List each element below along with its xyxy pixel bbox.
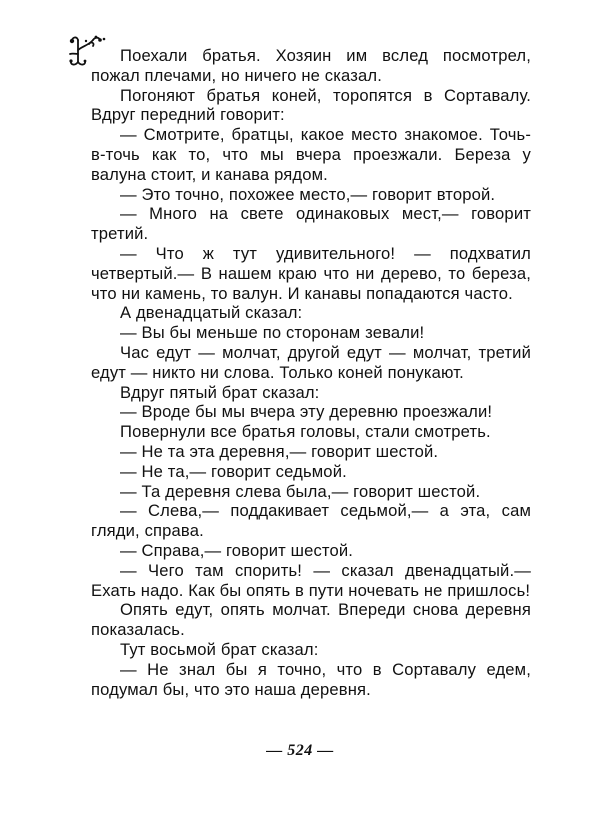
paragraph: — Это точно, похожее место,— говорит второй. — [120, 184, 496, 204]
paragraph: — Не та,— говорит седьмой. — [120, 461, 347, 481]
paragraph: — Что ж тут удивительного! — подхватил четвертый.— В нашем краю что ни дерево, то береза, что ни камень, то валун. И канавы попадаются часто. — [91, 243, 531, 303]
paragraph: Вдруг пятый брат сказал: — [120, 382, 320, 402]
paragraph: Поехали братья. Хозяин им вслед посмотрел, пожал плечами, но ничего не сказал. — [91, 46, 531, 85]
paragraph: — Не та эта деревня,— говорит шестой. — [120, 441, 439, 461]
paragraph: А двенадцатый сказал: — [120, 303, 303, 323]
paragraph: Час едут — молчат, другой едут — молчат, третий едут — никто ни слова. Только коней понукают. — [91, 342, 531, 382]
paragraph: — Справа,— говорит шестой. — [120, 540, 354, 560]
page-number: — 524 — — [266, 742, 334, 759]
paragraph: — Не знал бы я точно, что в Сортавалу едем, подумал бы, что это наша деревня. — [91, 659, 531, 699]
paragraph: Тут восьмой брат сказал: — [120, 639, 319, 659]
paragraph: — Та деревня слева была,— говорит шестой. — [120, 481, 481, 501]
paragraph: — Вы бы меньше по сторонам зевали! — [120, 323, 425, 343]
body-text — [91, 46, 531, 699]
paragraph: — Смотрите, братцы, какое место знакомое. Точь-в-точь как то, что мы вчера проезжали. Береза у валуна стоит, и канава рядом. — [91, 125, 531, 184]
paragraph: Погоняют братья коней, торопятся в Сортавалу. Вдруг передний говорит: — [91, 85, 531, 125]
paragraph: — Много на свете одинаковых мест,— говорит третий. — [91, 204, 531, 244]
paragraph: Повернули все братья головы, стали смотреть. — [120, 422, 491, 442]
paragraph: — Слева,— поддакивает седьмой,— а эта, сам гляди, справа. — [91, 501, 531, 541]
paragraph: — Вроде бы мы вчера эту деревню проезжали! — [120, 402, 493, 422]
paragraph: — Чего там спорить! — сказал двенадцатый.— Ехать надо. Как бы опять в пути ночевать не пришлось! — [91, 560, 531, 600]
paragraph: Опять едут, опять молчат. Впереди снова деревня показалась. — [91, 600, 531, 640]
